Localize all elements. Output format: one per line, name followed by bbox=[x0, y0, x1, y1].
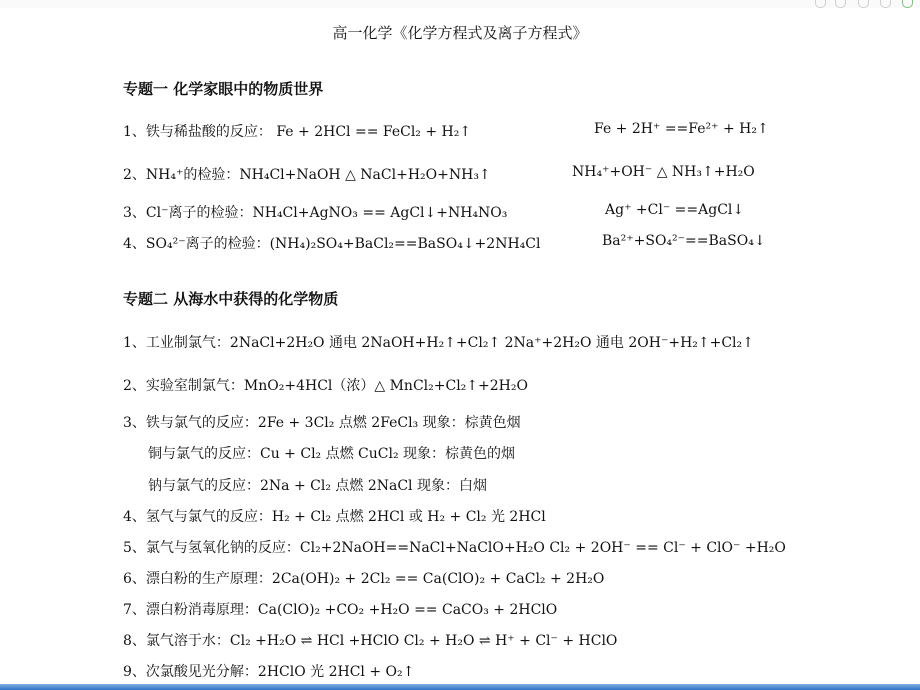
window-control-minimize[interactable] bbox=[858, 0, 869, 8]
eq-item: 3、Cl⁻离子的检验：NH₄Cl+AgNO₃ == AgCl↓+NH₄NO₃ bbox=[123, 205, 508, 221]
eq-item: 2、NH₄⁺的检验：NH₄Cl+NaOH △ NaCl+H₂O+NH₃↑ bbox=[123, 167, 491, 183]
window-control-circle[interactable] bbox=[815, 0, 826, 8]
eq-item: 9、次氯酸见光分解：2HClO 光 2HCl + O₂↑ bbox=[123, 664, 415, 680]
window-control-circle[interactable] bbox=[835, 0, 846, 8]
eq-item: 5、氯气与氢氧化钠的反应：Cl₂+2NaOH==NaCl+NaClO+H₂O Cl₂ + 2OH⁻ == Cl⁻ + ClO⁻ +H₂O bbox=[123, 540, 786, 556]
eq-item: 2、实验室制氯气：MnO₂+4HCl（浓）△ MnCl₂+Cl₂↑+2H₂O bbox=[123, 378, 528, 394]
section1-heading: 专题一 化学家眼中的物质世界 bbox=[123, 80, 324, 98]
eq-item: 4、氢气与氯气的反应：H₂ + Cl₂ 点燃 2HCl 或 H₂ + Cl₂ 光 2HCl bbox=[123, 509, 546, 525]
section2-heading: 专题二 从海水中获得的化学物质 bbox=[123, 290, 339, 308]
eq-item: 1、铁与稀盐酸的反应： Fe + 2HCl == FeCl₂ + H₂↑ bbox=[123, 124, 472, 140]
eq-item: 4、SO₄²⁻离子的检验：(NH₄)₂SO₄+BaCl₂==BaSO₄↓+2NH₄Cl bbox=[123, 236, 541, 252]
window-control-restore[interactable] bbox=[880, 0, 891, 8]
window-control-close[interactable] bbox=[902, 0, 913, 8]
eq-item: 8、氯气溶于水：Cl₂ +H₂O ⇌ HCl +HClO Cl₂ + H₂O ⇌ H⁺ + Cl⁻ + HClO bbox=[123, 633, 618, 649]
eq-ionic: Ba²⁺+SO₄²⁻==BaSO₄↓ bbox=[602, 233, 766, 249]
eq-item: 1、工业制氯气：2NaCl+2H₂O 通电 2NaOH+H₂↑+Cl₂↑ 2Na⁺+2H₂O 通电 2OH⁻+H₂↑+Cl₂↑ bbox=[123, 335, 754, 351]
document-page: 高一化学《化学方程式及离子方程式》 专题一 化学家眼中的物质世界 1、铁与稀盐酸的反应： Fe + 2HCl == FeCl₂ + H₂↑ Fe + 2H⁺ ==Fe²⁺ + H₂↑ 2、NH₄⁺的检验：NH₄Cl+NaOH △ NaCl+H₂O+NH₃↑ NH₄⁺+OH⁻ △ NH₃↑+H₂O 3、Cl⁻离子的检验：NH₄Cl+AgNO₃ == AgCl↓+NH₄NO₃ Ag⁺ +Cl⁻ ==AgCl↓ 4、SO₄²⁻离子的检验：(NH₄)₂SO₄+BaCl₂==BaSO₄↓+2NH₄Cl Ba²⁺+SO₄²⁻==BaSO₄↓ 专题二 从海水中获得的化学物质 1、工业制氯气：2NaCl+2H₂O 通电 2NaOH+H₂↑+Cl₂↑ 2Na⁺+2H₂O 通电 2OH⁻+H₂↑+Cl₂↑ 2、实验室制氯气：MnO₂+4HCl（浓）△ MnCl₂+Cl₂↑+2H₂O 3、铁与氯气的反应：2Fe + 3Cl₂ 点燃 2FeCl₃ 现象：棕黄色烟 铜与氯气的反应：Cu + Cl₂ 点燃 CuCl₂ 现象：棕黄色的烟 钠与氯气的反应：2Na + Cl₂ 点燃 2NaCl 现象：白烟 4、氢气与氯气的反应：H₂ + Cl₂ 点燃 2HCl 或 H₂ + Cl₂ 光 2HCl 5、氯气与氢氧化钠的反应：Cl₂+2NaOH==NaCl+NaClO+H₂O Cl₂ + 2OH⁻ == Cl⁻ + ClO⁻ +H₂O 6、漂白粉的生产原理：2Ca(OH)₂ + 2Cl₂ == Ca(ClO)₂ + CaCl₂ + 2H₂O 7、漂白粉消毒原理：Ca(ClO)₂ +CO₂ +H₂O == CaCO₃ + 2HClO 8、氯气溶于水：Cl₂ +H₂O ⇌ HCl +HClO Cl₂ + H₂O ⇌ H⁺ + Cl⁻ + HClO 9、次氯酸见光分解：2HClO 光 2HCl + O₂↑ bbox=[0, 8, 920, 684]
eq-ionic: NH₄⁺+OH⁻ △ NH₃↑+H₂O bbox=[572, 164, 755, 180]
eq-ionic: Fe + 2H⁺ ==Fe²⁺ + H₂↑ bbox=[594, 121, 769, 137]
eq-item: 7、漂白粉消毒原理：Ca(ClO)₂ +CO₂ +H₂O == CaCO₃ + 2HClO bbox=[123, 602, 558, 618]
document-title: 高一化学《化学方程式及离子方程式》 bbox=[332, 24, 588, 42]
eq-ionic: Ag⁺ +Cl⁻ ==AgCl↓ bbox=[605, 202, 745, 218]
eq-item: 6、漂白粉的生产原理：2Ca(OH)₂ + 2Cl₂ == Ca(ClO)₂ + CaCl₂ + 2H₂O bbox=[123, 571, 605, 587]
taskbar bbox=[0, 684, 920, 690]
